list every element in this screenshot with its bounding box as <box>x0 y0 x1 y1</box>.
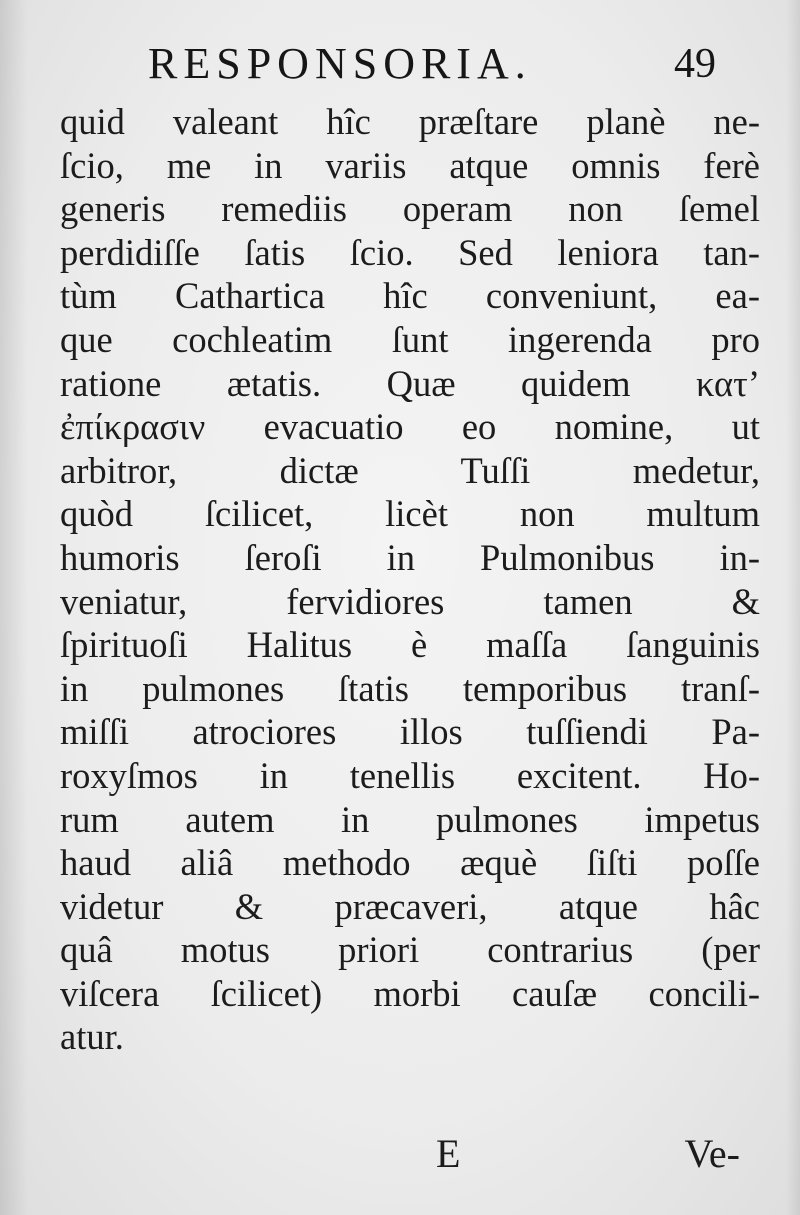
text-line: perdidiſſe ſatis ſcio. Sed leniora tan- <box>60 231 760 273</box>
text-line: quâ motus priori contrarius (per <box>60 929 760 971</box>
catchword: Ve- <box>684 1131 740 1176</box>
text-line: quòd ſcilicet, licèt non multum <box>60 493 760 535</box>
text-line: ſcio, me in variis atque omnis ferè <box>60 144 760 186</box>
body-text <box>60 100 760 1059</box>
text-line: quid valeant hîc præſtare planè ne- <box>60 101 760 142</box>
text-line: rum autem in pulmones impetus <box>60 798 760 840</box>
text-line: haud aliâ methodo æquè ſiſti poſſe <box>60 842 760 884</box>
page-header <box>148 38 738 98</box>
text-line: tùm Cathartica hîc conveniunt, ea- <box>60 275 760 317</box>
text-line: humoris ſeroſi in Pulmonibus in- <box>60 536 760 578</box>
text-line: roxyſmos in tenellis excitent. Ho- <box>60 754 760 796</box>
text-line: videtur & præcaveri, atque hâc <box>60 885 760 927</box>
page-footer <box>60 1130 740 1180</box>
text-line: viſcera ſcilicet) morbi cauſæ concili- <box>60 972 760 1014</box>
text-line: ſpirituoſi Halitus è maſſa ſanguinis <box>60 624 760 666</box>
text-line: ratione ætatis. Quæ quidem κατ’ <box>60 362 760 404</box>
text-line: que cochleatim ſunt ingerenda pro <box>60 318 760 360</box>
text-line: arbitror, dictæ Tuſſi medetur, <box>60 449 760 491</box>
page-number: 49 <box>674 41 716 87</box>
text-line: atur. <box>60 1016 124 1058</box>
text-line: veniatur, fervidiores tamen & <box>60 580 760 622</box>
text-line: miſſi atrociores illos tuſſiendi Pa- <box>60 711 760 753</box>
signature-mark: E <box>436 1131 461 1176</box>
text-line: ἐπίκρασιν evacuatio eo nomine, ut <box>60 406 760 448</box>
text-line: generis remediis operam non ſemel <box>60 188 760 230</box>
running-title: RESPONSORIA. <box>148 39 532 88</box>
text-line: in pulmones ſtatis temporibus tranſ- <box>60 667 760 709</box>
